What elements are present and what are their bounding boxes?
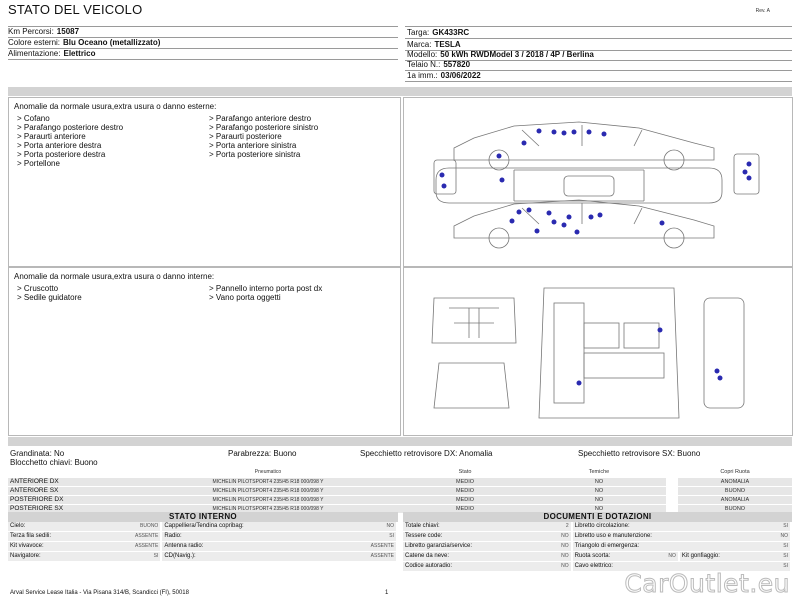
internal-damage-list-right [209,284,322,302]
table-row: Terza fila sedili: ASSENTE Radio: SI [8,532,397,542]
watermark: CarOutlet.eu [624,569,790,598]
page-number: 1 [385,590,389,596]
internal-damage-title: Anomalie da normale usura,extra usura o danno interne: [14,272,215,281]
external-damage-list-right [209,114,318,159]
key-block-info: Blocchetto chiavi: Buono [10,458,98,467]
damage-item: > Paraurti posteriore [209,132,282,141]
car-front-view [434,160,456,194]
table-row: ANTERIORE DX MICHELIN PILOTSPORT4 235/45 R18 000/098 Y MEDIO NO ANOMALIA [8,478,792,487]
damage-item: > Vano porta oggetti [209,293,281,302]
wheel-cover-header: Copri Ruota [678,467,792,478]
page-title: STATO DEL VEICOLO [8,2,143,17]
car-exterior-diagram [404,98,792,266]
fuel-row: Alimentazione: Elettrico [8,49,96,58]
model-row: Modello: 50 kWh RWDModel 3 / 2018 / 4P / Berlina [407,50,594,59]
temiche-header: Temiche [532,467,666,478]
damage-item: > Cruscotto [17,284,59,293]
damage-item: > Pannello interno porta post dx [209,284,323,293]
documents-table [403,522,792,572]
external-diagram-panel [403,97,793,267]
damage-markers [440,129,752,235]
internal-status-title: STATO INTERNO [8,512,398,522]
table-row: POSTERIORE DX MICHELIN PILOTSPORT4 235/45 R18 000/098 Y MEDIO NO ANOMALIA [8,496,792,505]
internal-diagram-panel [403,267,793,436]
external-damage-title: Anomalie da normale usura,extra usura o danno esterne: [14,102,217,111]
tyres-table [8,467,792,514]
footer-address: Arval Service Lease Italia - Via Pisana 314/B, Scandicci (FI), 50018 [10,590,189,596]
interior-trunk-view [704,298,744,408]
documents-section [403,512,792,572]
mirror-left-info: Specchietto retrovisore SX: Buono [578,449,701,458]
damage-item: > Parafango posteriore sinistro [209,123,319,132]
status-header: Stato [398,467,532,478]
color-row: Colore esterni: Blu Oceano (metallizzato) [8,38,161,47]
divider [8,59,398,60]
damage-item: > Paraurti anteriore [17,132,86,141]
damage-item: > Sedile guidatore [17,293,82,302]
interior-rear-view [434,363,509,408]
section-band [8,87,792,96]
internal-damage-panel [8,267,401,436]
table-row: POSTERIORE SX MICHELIN PILOTSPORT4 235/45 R18 000/098 Y MEDIO NO BUONO [8,505,792,514]
table-row: Totale chiavi: 2 Libretto circolazione: SI [403,522,791,532]
damage-item: > Portellone [17,159,60,168]
windshield-info: Parabrezza: Buono [228,449,297,458]
car-interior-diagram [404,268,792,435]
internal-status-table [8,522,398,562]
divider [405,26,792,27]
km-row: Km Percorsi: 15087 [8,27,80,36]
divider [405,38,792,39]
divider [405,81,792,82]
table-row: Codice autoradio: NO Cavo elettrico: SI [403,562,791,572]
table-row: Tessere code: NO Libretto uso e manutenzione: NO [403,532,791,542]
table-row: Navigatore: SI CD(Navig.): ASSENTE [8,552,397,562]
documents-title: DOCUMENTI E DOTAZIONI [403,512,792,522]
tyres-header-row [8,467,792,478]
tyre-header: Pneumatico [138,467,398,478]
damage-item: > Porta posteriore sinistra [209,150,301,159]
table-row: Libretto garanzia/service: NO Triangolo di emergenza: SI [403,542,791,552]
brand-row: Marca: TESLA [407,40,461,49]
internal-status-section [8,512,398,562]
table-row: Catene da neve: NO Ruota scorta: NO Kit gonfiaggio: SI [403,552,791,562]
table-row: Cielo: BUONO Cappelliera/Tendina copribag: NO [8,522,397,532]
damage-item: > Cofano [17,114,50,123]
external-damage-panel [8,97,401,267]
revision-label: Rev. A [755,8,770,14]
table-row: ANTERIORE SX MICHELIN PILOTSPORT4 235/45 R18 000/098 Y MEDIO NO BUONO [8,487,792,496]
table-row: Kit vivavoce: ASSENTE Antenna radio: ASSENTE [8,542,397,552]
section-band [8,437,792,446]
plate-row: Targa: GK433RC [407,28,470,37]
damage-item: > Porta posteriore destra [17,150,106,159]
mirror-right-info: Specchietto retrovisore DX: Anomalia [360,449,493,458]
interior-front-view [432,298,516,343]
internal-damage-list-left [17,284,82,302]
damage-item: > Porta anteriore sinistra [209,141,297,150]
external-damage-list-left [17,114,123,168]
hail-info: Grandinata: No [10,449,65,458]
car-top-view [436,168,722,203]
damage-item: > Parafango anteriore destro [209,114,312,123]
registration-row: 1a imm.: 03/06/2022 [407,71,481,80]
chassis-row: Telaio N.: 557820 [407,60,471,69]
damage-item: > Porta anteriore destra [17,141,102,150]
interior-top-view [539,288,679,418]
interior-damage-markers [577,328,723,386]
damage-item: > Parafango posteriore destro [17,123,124,132]
car-side-view-right [454,122,714,170]
car-side-view-left [454,200,714,248]
